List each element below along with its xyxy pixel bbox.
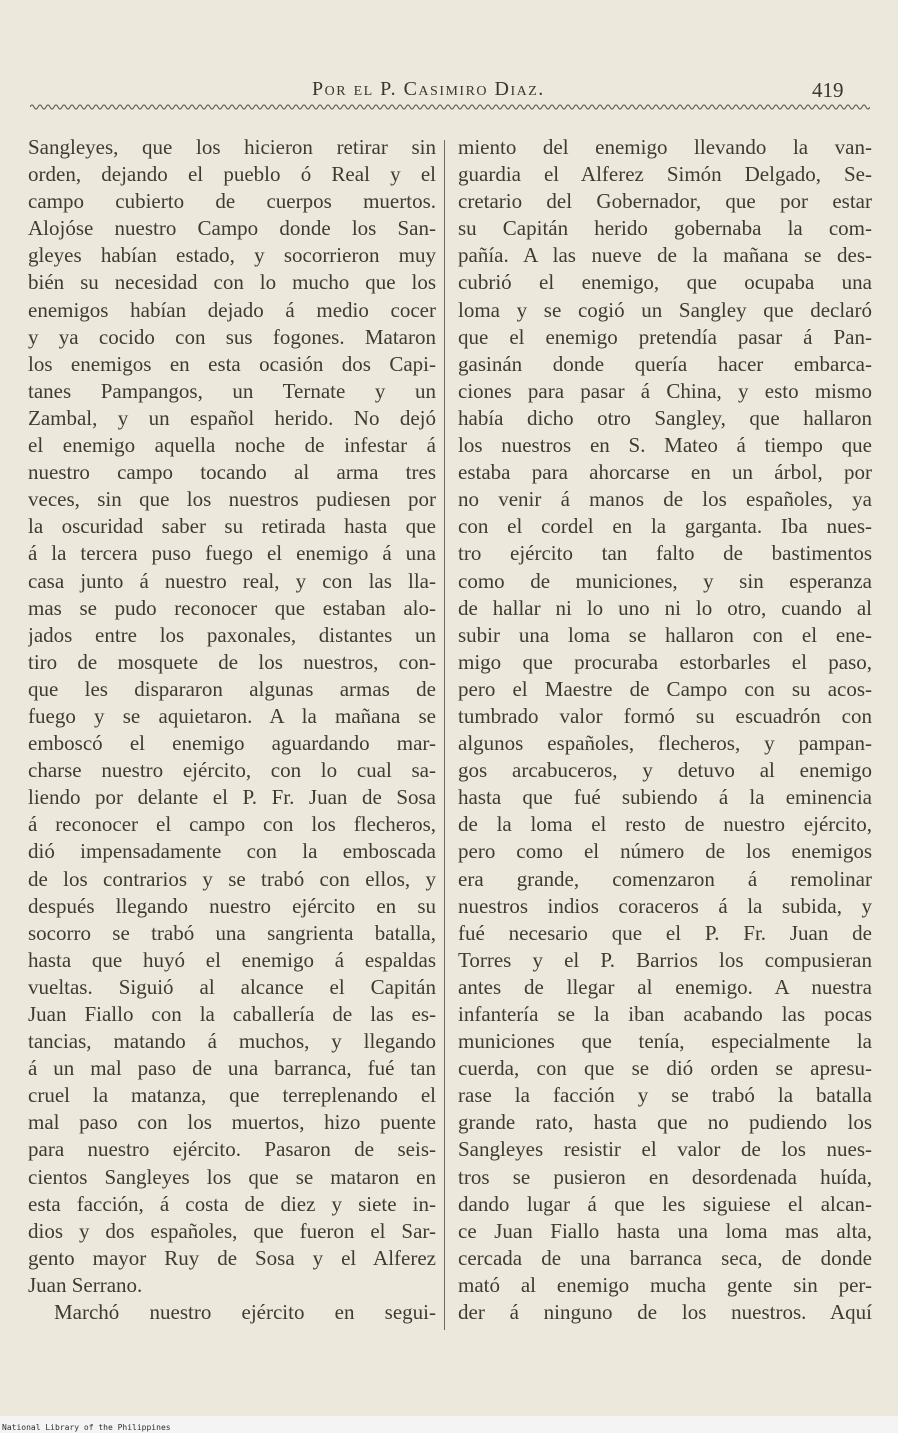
text-line: jados entre los paxonales, distantes un — [28, 622, 436, 647]
text-line: gos arcabuceros, y detuvo al enemigo — [458, 758, 872, 783]
text-line: esta facción, á costa de diez y siete in- — [28, 1191, 436, 1216]
text-line: los nuestros en S. Mateo á tiempo que — [458, 433, 872, 458]
text-line: enemigos habían dejado á medio cocer — [28, 297, 436, 322]
text-line: algunos españoles, flecheros, y pampan- — [458, 731, 872, 756]
text-line: Juan Serrano. — [28, 1272, 143, 1297]
text-line: dios y dos españoles, que fueron el Sar- — [28, 1218, 436, 1243]
text-line: estaba para ahorcarse en un árbol, por — [458, 460, 872, 485]
text-line: nuestro campo tocando al arma tres — [28, 460, 436, 485]
text-line: vueltas. Siguió al alcance el Capitán — [28, 974, 436, 999]
text-line: gleyes habían estado, y socorrieron muy — [28, 243, 436, 268]
text-line: cercada de una barranca seca, de donde — [458, 1245, 872, 1270]
text-line: miento del enemigo llevando la van- — [458, 135, 872, 159]
text-line: gento mayor Ruy de Sosa y el Alferez — [28, 1245, 436, 1270]
text-line: cruel la matanza, que terreplenando el — [28, 1083, 436, 1108]
text-line: veces, sin que los nuestros pudiesen por — [28, 487, 436, 512]
text-line: emboscó el enemigo aguardando mar- — [28, 731, 436, 756]
text-line: de la loma el resto de nuestro ejército, — [458, 812, 872, 837]
text-line: mató al enemigo mucha gente sin per- — [458, 1272, 872, 1297]
text-line: de los contrarios y se trabó con ellos, y — [28, 866, 436, 891]
text-line: Zambal, y un español herido. No dejó — [28, 405, 436, 430]
text-line: tiro de mosquete de los nuestros, con- — [28, 649, 436, 674]
text-line: casa junto á nuestro real, y con las lla- — [28, 568, 436, 593]
text-line: como de municiones, y sin esperanza — [458, 568, 872, 593]
text-line: liendo por delante el P. Fr. Juan de Sosa — [28, 785, 436, 810]
text-line: tancias, matando á muchos, y llegando — [28, 1029, 436, 1054]
text-line: infantería se la iban acabando las pocas — [458, 1002, 872, 1026]
wavy-header-rule — [30, 102, 870, 112]
text-line: fuego y se aquietaron. A la mañana se — [28, 703, 436, 728]
text-line: la oscuridad saber su retirada hasta que — [28, 514, 436, 539]
text-line: de hallar ni lo uno ni lo otro, cuando al — [458, 595, 872, 620]
library-credit: National Library of the Philippines — [2, 1423, 171, 1432]
text-line: grande rato, hasta que no pudiendo los — [458, 1110, 872, 1135]
text-line: subir una loma se hallaron con el ene- — [458, 622, 872, 647]
text-line: socorro se trabó una sangrienta batalla, — [28, 920, 436, 945]
text-line: que el enemigo pretendía pasar á Pan- — [458, 324, 872, 349]
text-line: ciones para pasar á China, y esto mismo — [458, 378, 872, 403]
text-line: dando lugar á que les siguiese el alcan- — [458, 1191, 872, 1216]
text-line: guardia el Alferez Simón Delgado, Se- — [458, 162, 872, 187]
text-line: bién su necesidad con lo mucho que los — [28, 270, 436, 295]
text-line: hasta que huyó el enemigo á espaldas — [28, 947, 436, 972]
text-line: era grande, comenzaron á remolinar — [458, 866, 872, 891]
text-line: pero como el número de los enemigos — [458, 839, 872, 864]
text-line: no venir á manos de los españoles, ya — [458, 487, 872, 512]
text-line: nuestros indios coraceros á la subida, y — [458, 893, 872, 918]
text-line: Juan Fiallo con la caballería de las es- — [28, 1002, 436, 1026]
text-line: charse nuestro ejército, con lo cual sa- — [28, 758, 436, 783]
text-line: der á ninguno de los nuestros. Aquí — [458, 1300, 872, 1325]
text-line: para nuestro ejército. Pasaron de seis- — [28, 1137, 436, 1162]
text-line: y ya cocido con sus fogones. Mataron — [28, 324, 436, 349]
running-title: Por el P. Casimiro Diaz. — [312, 78, 545, 100]
text-line: tros se pusieron en desordenada huída, — [458, 1164, 872, 1189]
text-line: á un mal paso de una barranca, fué tan — [28, 1056, 436, 1081]
text-line: Sangleyes resistir el valor de los nues- — [458, 1137, 872, 1162]
text-line: Marchó nuestro ejército en segui- — [54, 1300, 436, 1325]
text-line: mal paso con los muertos, hizo puente — [28, 1110, 436, 1135]
text-line: los enemigos en esta ocasión dos Capi- — [28, 351, 436, 376]
text-line: cuerda, con que se dió orden se apresu- — [458, 1056, 872, 1081]
text-line: fué necesario que el P. Fr. Juan de — [458, 920, 872, 945]
left-text-column — [28, 134, 436, 1326]
text-line: campo cubierto de cuerpos muertos. — [28, 189, 436, 214]
text-line: Alojóse nuestro Campo donde los San- — [28, 216, 436, 241]
text-line: rase la facción y se trabó la batalla — [458, 1083, 872, 1108]
text-line: cretario del Gobernador, que por estar — [458, 189, 872, 214]
text-line: á reconocer el campo con los flecheros, — [28, 812, 436, 837]
text-line: dió impensadamente con la emboscada — [28, 839, 436, 864]
text-line: loma y se cogió un Sangley que declaró — [458, 297, 872, 322]
text-line: antes de llegar al enemigo. A nuestra — [458, 974, 872, 999]
text-line: tumbrado valor formó su escuadrón con — [458, 703, 872, 728]
right-text-column — [458, 134, 872, 1326]
column-divider — [444, 140, 445, 1330]
text-line: orden, dejando el pueblo ó Real y el — [28, 162, 436, 187]
text-line: gasinán donde quería hacer embarca- — [458, 351, 872, 376]
text-line: ce Juan Fiallo hasta una loma mas alta, — [458, 1218, 872, 1243]
text-line: Sangleyes, que los hicieron retirar sin — [28, 135, 436, 159]
text-line: á la tercera puso fuego el enemigo á una — [28, 541, 436, 566]
text-line: cientos Sangleyes los que se mataron en — [28, 1164, 436, 1189]
text-line: había dicho otro Sangley, que hallaron — [458, 405, 872, 430]
text-line: pero el Maestre de Campo con su acos- — [458, 676, 872, 701]
text-line: después llegando nuestro ejército en su — [28, 893, 436, 918]
text-line: tro ejército tan falto de bastimentos — [458, 541, 872, 566]
text-line: su Capitán herido gobernaba la com- — [458, 216, 872, 241]
text-line: Torres y el P. Barrios los compusieran — [458, 947, 872, 972]
text-line: mas se pudo reconocer que estaban alo- — [28, 595, 436, 620]
text-line: el enemigo aquella noche de infestar á — [28, 433, 436, 458]
text-line: municiones que tenía, especialmente la — [458, 1029, 872, 1054]
page-number: 419 — [812, 78, 844, 102]
text-line: con el cordel en la garganta. Iba nues- — [458, 514, 872, 539]
text-line: cubrió el enemigo, que ocupaba una — [458, 270, 872, 295]
text-line: migo que procuraba estorbarles el paso, — [458, 649, 872, 674]
text-line: hasta que fué subiendo á la eminencia — [458, 785, 872, 810]
text-line: que les dispararon algunas armas de — [28, 676, 436, 701]
text-line: pañía. A las nueve de la mañana se des- — [458, 243, 872, 268]
text-line: tanes Pampangos, un Ternate y un — [28, 378, 436, 403]
